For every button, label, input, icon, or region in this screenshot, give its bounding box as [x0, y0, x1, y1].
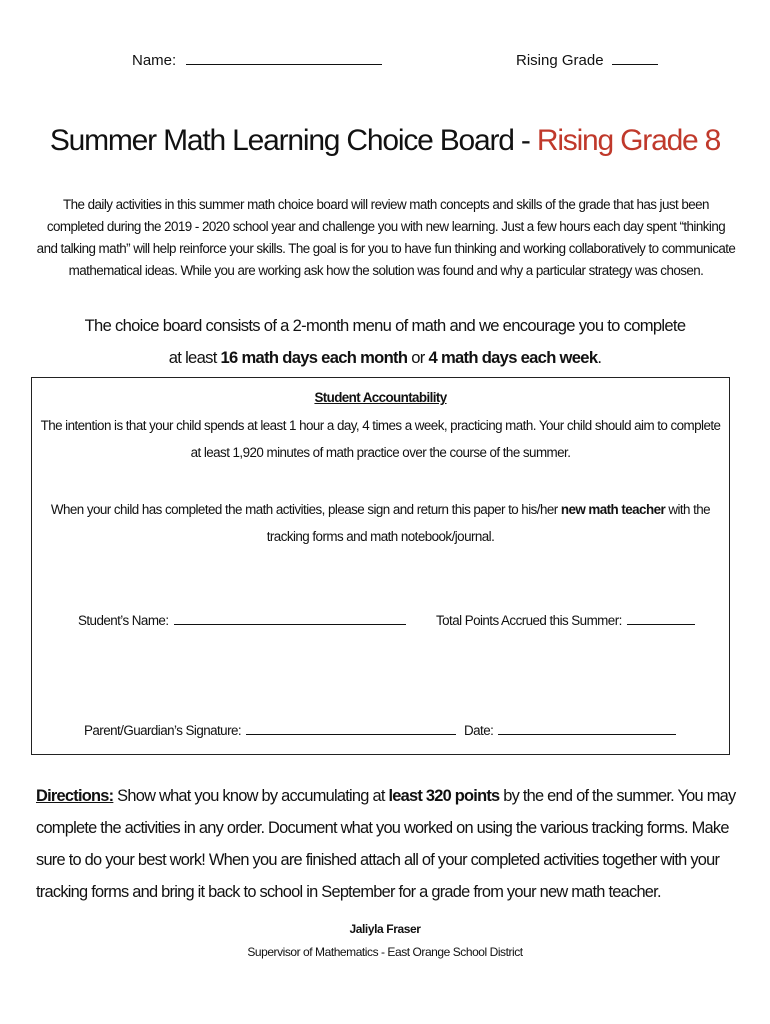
parent-signature-row: [84, 720, 456, 738]
directions-text-1: Show what you know by accumulating at: [113, 787, 389, 805]
title-accent: Rising Grade 8: [536, 124, 721, 157]
lead-line-2: [0, 348, 770, 368]
new-math-teacher-text: new math teacher: [560, 502, 666, 517]
directions-paragraph: [36, 780, 740, 908]
date-row: [464, 720, 676, 738]
name-label: Name:: [132, 52, 177, 69]
return-text-suffix: with the tracking forms and math notebook/journal.: [266, 502, 711, 544]
date-label: Date:: [464, 723, 494, 738]
name-field-row: [132, 50, 382, 69]
lead-bold-week: 4 math days each week: [428, 348, 598, 367]
lead-line-1: The choice board consists of a 2-month menu of math and we encourage you to complete: [84, 316, 686, 335]
directions-text-2: by the end of the summer. You may complete the activities in any order. Document what you worked on using the various tracking forms. Make sure to do your best work! When you are finished attach all of your completed activities together with your tracking forms and bring it back to school in September for a grade from your new math teacher.: [36, 787, 736, 901]
lead-prefix: at least: [168, 348, 221, 367]
accountability-heading: Student Accountability: [314, 390, 447, 405]
accountability-box: [31, 377, 730, 755]
lead-mid: or: [407, 348, 429, 367]
accountability-paragraph-2: [38, 496, 723, 550]
total-points-blank[interactable]: [627, 610, 695, 625]
student-name-label: Student’s Name:: [78, 613, 169, 628]
intro-paragraph: The daily activities in this summer math choice board will review math concepts and skills of the grade that has just been completed during the 2019 - 2020 school year and challenge you with new learning. Just a few hours each day spent “thinking and talking math” will help reinforce your skills. The goal is for you to have fun thinking and working collaboratively to communicate mathematical ideas. While you are working ask how the solution was found and why a particular strategy was chosen.: [36, 197, 736, 278]
directions-points-bold: least 320 points: [388, 787, 500, 805]
date-blank[interactable]: [498, 720, 676, 735]
lead-suffix: .: [597, 348, 602, 367]
lead-bold-month: 16 math days each month: [220, 348, 408, 367]
rising-grade-label: Rising Grade: [516, 52, 604, 69]
rising-grade-row: [516, 50, 658, 69]
signatory-title: Supervisor of Mathematics - East Orange School District: [247, 945, 523, 959]
signatory-name: Jaliyla Fraser: [349, 922, 421, 936]
accountability-paragraph-1: The intention is that your child spends at least 1 hour a day, 4 times a week, practicing math. Your child should aim to complete at least 1,920 minutes of math practice over the course of the summer.: [40, 418, 721, 460]
parent-signature-blank[interactable]: [246, 720, 456, 735]
title-main: Summer Math Learning Choice Board -: [49, 124, 537, 157]
name-blank[interactable]: [186, 50, 382, 65]
rising-grade-blank[interactable]: [612, 50, 658, 65]
page-title: [0, 124, 770, 158]
total-points-row: [436, 610, 695, 628]
total-points-label: Total Points Accrued this Summer:: [436, 613, 622, 628]
directions-label: Directions:: [36, 787, 114, 805]
student-name-row: [78, 610, 406, 628]
parent-signature-label: Parent/Guardian’s Signature:: [84, 723, 242, 738]
student-name-blank[interactable]: [174, 610, 406, 625]
return-text-prefix: When your child has completed the math activities, please sign and return this paper to his/her: [50, 502, 561, 517]
